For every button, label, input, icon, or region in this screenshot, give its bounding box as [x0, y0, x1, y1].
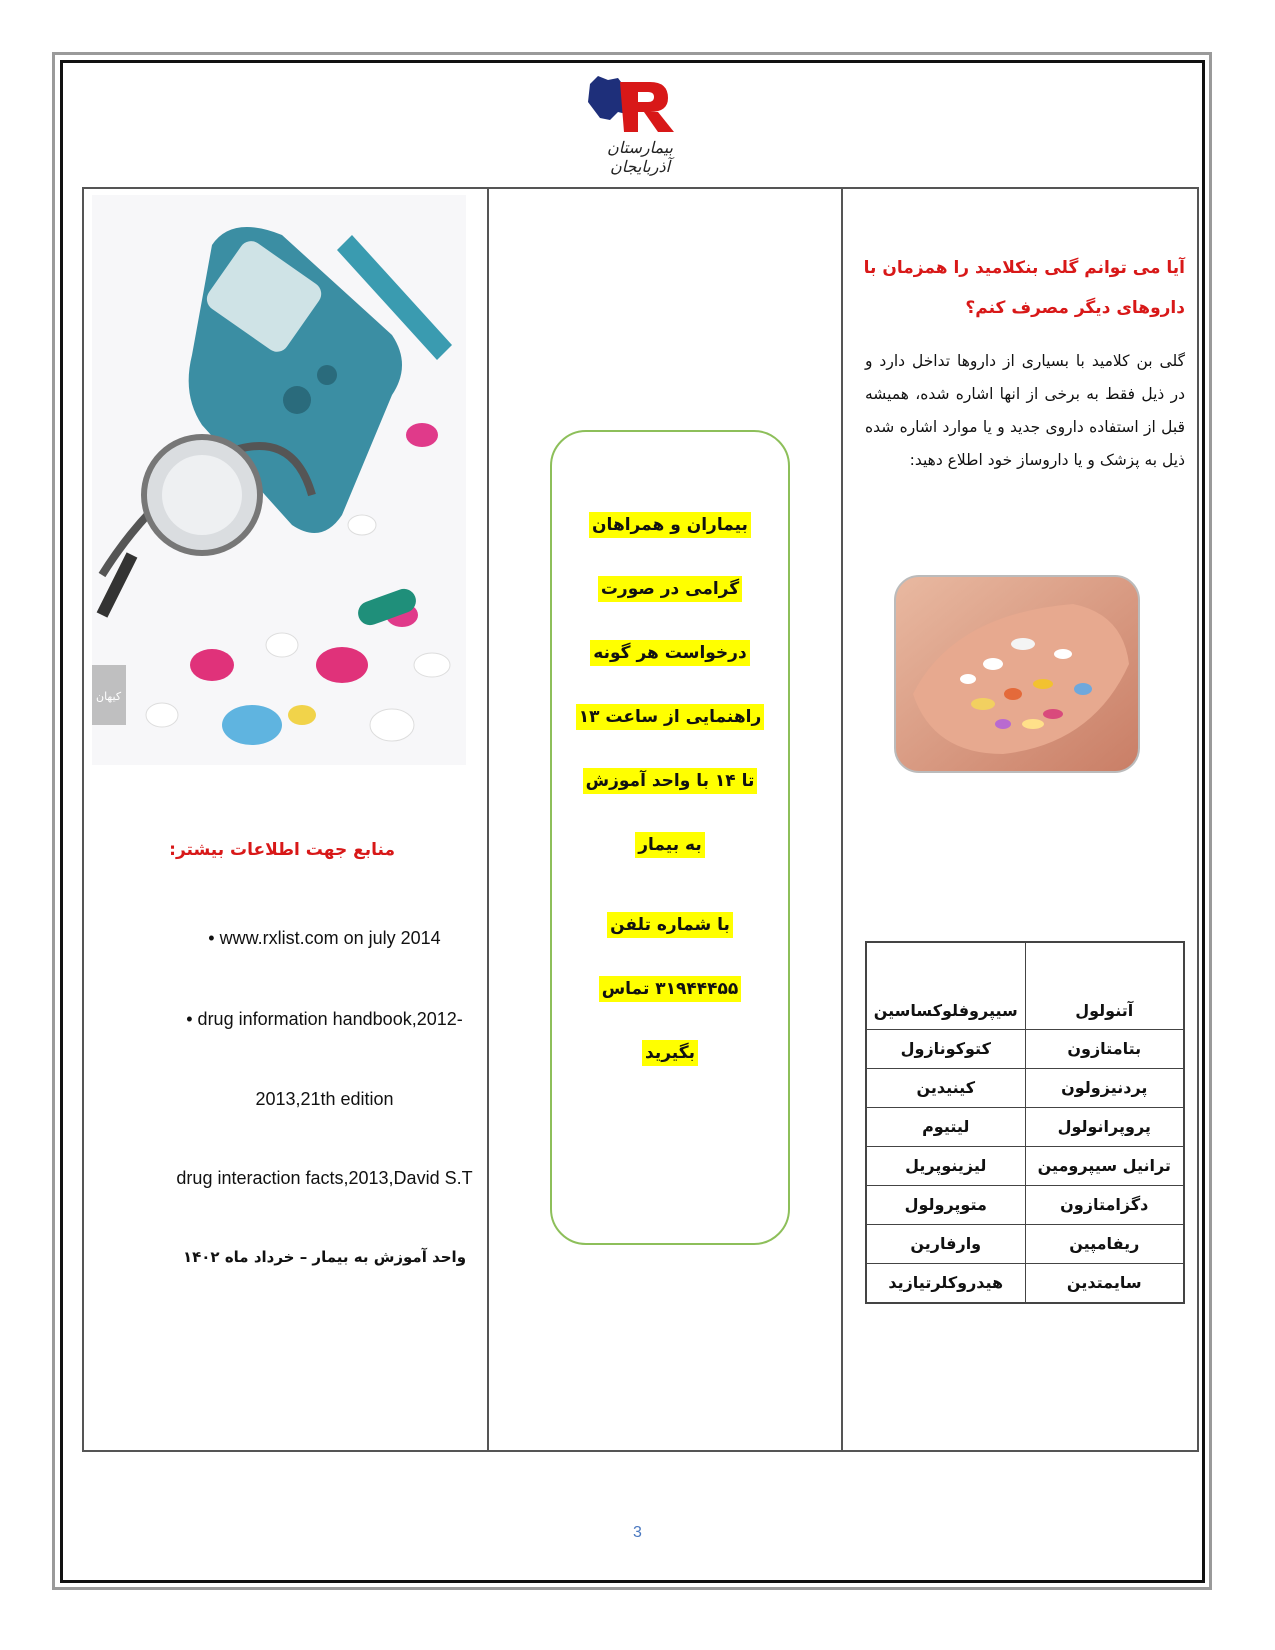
table-row — [866, 1264, 1184, 1304]
intro-paragraph: گلی بن کلامید با بسیاری از داروها تداخل دارد و در ذیل فقط به برخی از انها اشاره شده، همیشه قبل از استفاده داروی جدید و یا موارد اشاره شده ذیل به پزشک و یا داروساز خود اطلاع دهید: — [865, 352, 1185, 469]
table-row — [866, 1108, 1184, 1147]
hospital-logo-icon — [580, 72, 700, 138]
resources-heading: منابع جهت اطلاعات بیشتر: — [169, 840, 395, 860]
table-cell: سیپروفلوکساسین — [866, 942, 1025, 1030]
reference-item: • drug information handbook,2012- — [186, 1009, 463, 1029]
reference-item: drug interaction facts,2013,David S.T — [176, 1168, 473, 1188]
table-cell: وارفارین — [866, 1225, 1025, 1264]
table-cell: دگزامتازون — [1025, 1186, 1184, 1225]
contact-line: بیماران و همراهان — [589, 512, 751, 538]
table-row — [866, 1069, 1184, 1108]
contact-line: راهنمایی از ساعت ۱۳ — [576, 704, 765, 730]
table-cell: آتنولول — [1025, 942, 1184, 1030]
hospital-logo — [580, 72, 700, 182]
reference-item: 2013,21th edition — [255, 1089, 394, 1109]
table-cell: ریفامپین — [1025, 1225, 1184, 1264]
contact-line: به بیمار — [635, 832, 705, 858]
table-cell: متوپرولول — [866, 1186, 1025, 1225]
table-row — [866, 1030, 1184, 1069]
table-cell: سایمتدین — [1025, 1264, 1184, 1304]
contact-line: ۳۱۹۴۴۴۵۵ تماس — [599, 976, 742, 1002]
footer-note: واحد آموزش به بیمار – خرداد ماه ۱۴۰۲ — [182, 1248, 467, 1266]
table-cell: بتامتازون — [1025, 1030, 1184, 1069]
glucometer-and-pills-image — [92, 195, 466, 765]
interacting-drugs-table — [865, 941, 1185, 1304]
column-divider-right — [841, 189, 843, 1450]
table-cell: کینیدین — [866, 1069, 1025, 1108]
hospital-name: بیمارستان آذربایجان — [607, 138, 673, 176]
page-number: 3 — [633, 1524, 642, 1541]
table-cell: لیتیوم — [866, 1108, 1025, 1147]
table-cell: هیدروکلرتیازید — [866, 1264, 1025, 1304]
contact-line: درخواست هر گونه — [590, 640, 749, 666]
table-row — [866, 1186, 1184, 1225]
table-row — [866, 942, 1184, 1030]
contact-line: گرامی در صورت — [598, 576, 742, 602]
photo-watermark: کیهان — [96, 690, 122, 703]
table-cell: پروپرانولول — [1025, 1108, 1184, 1147]
contact-line: با شماره تلفن — [607, 912, 733, 938]
question-heading: آیا می توانم گلی بنکلامید را همزمان با داروهای دیگر مصرف کنم؟ — [863, 258, 1185, 318]
contact-line: تا ۱۴ با واحد آموزش — [583, 768, 758, 794]
pills-in-hand-image — [893, 574, 1141, 774]
table-cell: لیزینوپریل — [866, 1147, 1025, 1186]
table-cell: ترانیل سیپرومین — [1025, 1147, 1184, 1186]
table-row — [866, 1147, 1184, 1186]
contact-line: بگیرید — [642, 1040, 698, 1066]
table-cell: کتوکونازول — [866, 1030, 1025, 1069]
table-row — [866, 1225, 1184, 1264]
reference-item: • www.rxlist.com on july 2014 — [208, 928, 441, 948]
table-cell: پردنیزولون — [1025, 1069, 1184, 1108]
